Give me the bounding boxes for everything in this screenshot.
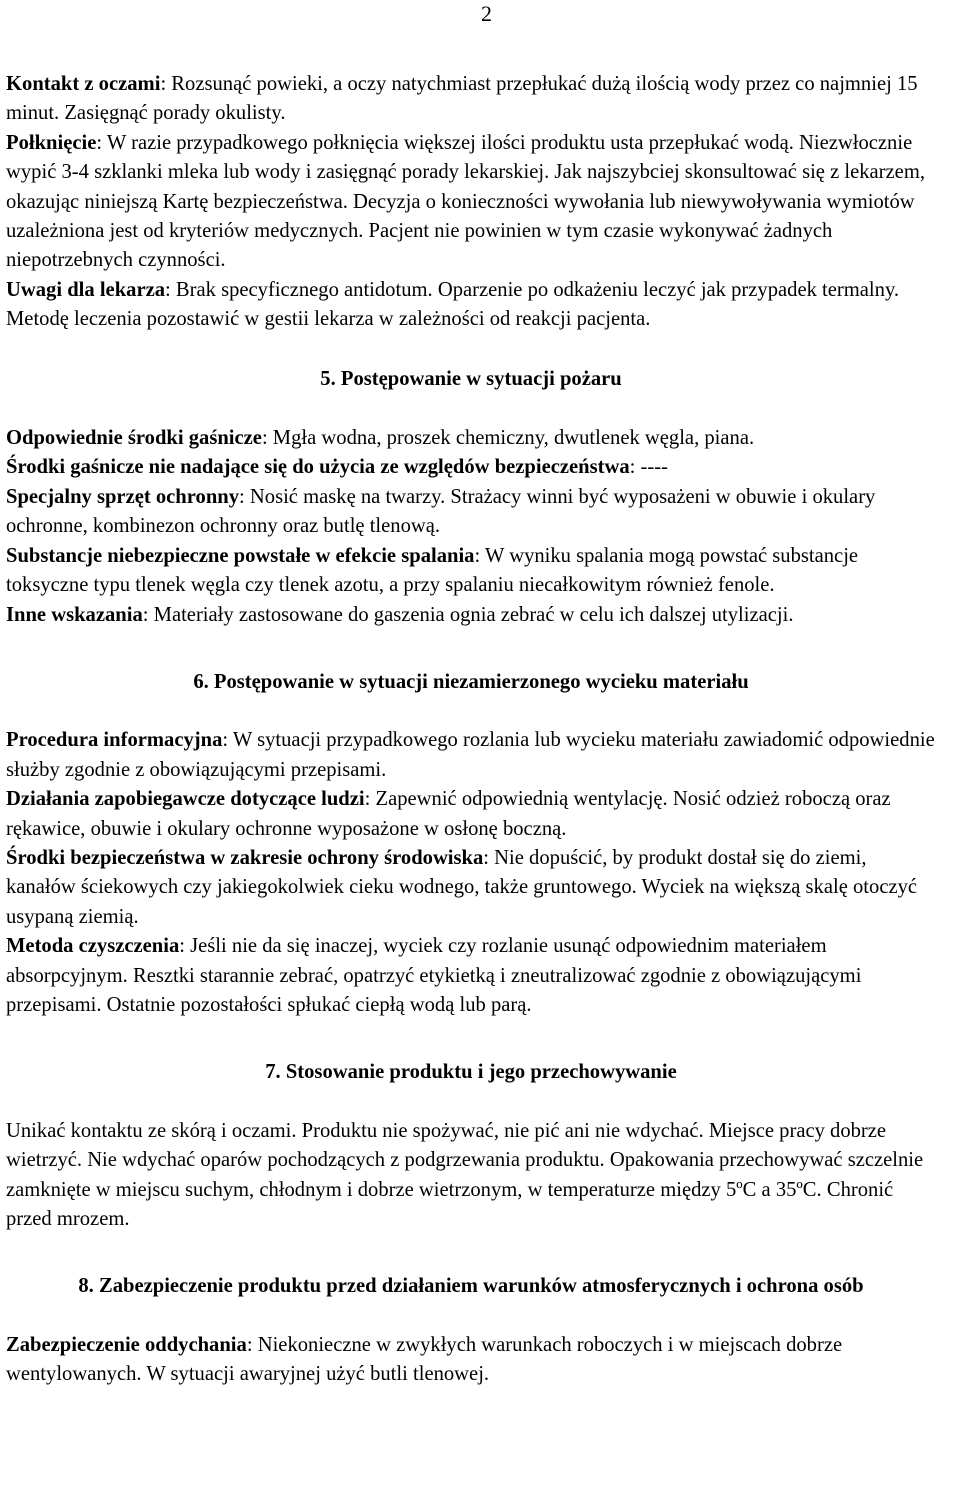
s7-handling-storage-text: Unikać kontaktu ze skórą i oczami. Produktu nie spożywać, nie pić ani nie wdychać. Miejsce pracy dobrze wietrzyć. Nie wdychać oparów pochodzących z podgrzewania produktu. Opakowania przechowywać szczelnie zamknięte w miejscu suchym, chłodnym i dobrze wietrzonym, w temperaturze między 5ºC a 35ºC. Chronić przed mrozem.: [6, 1119, 924, 1230]
s5-protective-equipment: [6, 483, 936, 542]
s5-text: : Mgła wodna, proszek chemiczny, dwutlenek węgla, piana.: [261, 427, 755, 450]
s6-environmental-precautions: [6, 844, 936, 932]
s5-label: Środki gaśnicze nie nadające się do użycia ze względów bezpieczeństwa: [6, 456, 630, 479]
s6-label: Działania zapobiegawcze dotyczące ludzi: [6, 788, 365, 811]
text-ingestion: : W razie przypadkowego połknięcia większej ilości produktu usta przepłukać wodą. Niezwłocznie wypić 3-4 szklanki mleka lub wody i zasięgnąć porady lekarskiej. Jak najszybciej skonsultować się z lekarzem, okazując niniejszą Kartę bezpieczeństwa. Decyzja o konieczności wywołania lub niewywoływania wymiotów uzależniona jest od kryteriów medycznych. Pacjent nie powinien w tym czasie wykonywać żadnych niepotrzebnych czynności.: [6, 131, 925, 272]
s6-personal-precautions: [6, 785, 936, 844]
section-6-heading: 6. Postępowanie w sytuacji niezamierzonego wycieku materiału: [193, 670, 749, 693]
s6-cleaning-method: [6, 932, 936, 1020]
s5-text: : ----: [629, 456, 668, 479]
s6-text: : W sytuacji przypadkowego rozlania lub wycieku materiału zawiadomić odpowiednie służby zgodnie z obowiązującymi przepisami.: [6, 729, 935, 781]
s5-text: : Nosić maskę na twarzy. Strażacy winni być wyposażeni w obuwie i okulary ochronne, kombinezon ochronny oraz butlę tlenową.: [6, 485, 876, 538]
s5-unsuitable-media: [6, 453, 936, 482]
s6-information-procedure: [6, 726, 936, 785]
s5-label: Inne wskazania: [6, 603, 143, 626]
first-aid-ingestion: [6, 129, 936, 276]
s5-other-guidance: [6, 601, 936, 630]
first-aid-eyes: [6, 70, 936, 129]
document-body: [6, 70, 936, 1390]
s5-extinguishing-media: [6, 424, 936, 453]
s6-label: Metoda czyszczenia: [6, 935, 180, 958]
section-5-heading: 5. Postępowanie w sytuacji pożaru: [320, 367, 622, 390]
section-8-heading: 8. Zabezpieczenie produktu przed działaniem warunków atmosferycznych i ochrona osób: [78, 1275, 864, 1298]
s8-label: Zabezpieczenie oddychania: [6, 1333, 247, 1356]
label-ingestion: Połknięcie: [6, 131, 97, 154]
label-doctor-notes: Uwagi dla lekarza: [6, 278, 166, 301]
label-eye-contact: Kontakt z oczami: [6, 73, 161, 95]
s6-text: : Jeśli nie da się inaczej, wyciek czy rozlanie usunąć odpowiednim materiałem absorpcyjnym. Resztki starannie zebrać, opatrzyć etykietką i zneutralizować zgodnie z obowiązującymi przepisami. Ostatnie pozostałości spłukać ciepłą wodą lub parą.: [6, 935, 862, 1016]
s5-combustion-products: [6, 542, 936, 601]
s5-text: : W wyniku spalania mogą powstać substancje toksyczne typu tlenek węgla czy tlenek azotu, a przy spalaniu niecałkowitym również fenole.: [6, 544, 859, 597]
s8-respiratory-protection: [6, 1331, 936, 1390]
text-eye-contact: : Rozsunąć powieki, a oczy natychmiast przepłukać dużą ilością wody przez co najmniej 15 minut. Zasięgnąć porady okulisty.: [6, 73, 918, 125]
s5-label: Specjalny sprzęt ochronny: [6, 485, 240, 508]
s8-text: : Niekonieczne w zwykłych warunkach roboczych i w miejscach dobrze wentylowanych. W sytuacji awaryjnej użyć butli tlenowej.: [6, 1333, 843, 1386]
section-7-heading: 7. Stosowanie produktu i jego przechowywanie: [265, 1061, 677, 1084]
s6-text: : Zapewnić odpowiednią wentylację. Nosić odzież roboczą oraz rękawice, obuwie i okulary ochronne wyposażone w osłonę boczną.: [6, 788, 891, 840]
s6-label: Procedura informacyjna: [6, 729, 223, 752]
s5-text: : Materiały zastosowane do gaszenia ognia zebrać w celu ich dalszej utylizacji.: [142, 603, 794, 626]
s5-label: Substancje niebezpieczne powstałe w efekcie spalania: [6, 544, 475, 567]
s6-label: Środki bezpieczeństwa w zakresie ochrony środowiska: [6, 846, 484, 869]
text-doctor-notes: : Brak specyficznego antidotum. Oparzenie po odkażeniu leczyć jak przypadek termalny. Metodę leczenia pozostawić w gestii lekarza w zależności od reakcji pacjenta.: [6, 278, 900, 331]
first-aid-doctor-notes: [6, 276, 936, 335]
s6-text: : Nie dopuścić, by produkt dostał się do ziemi, kanałów ściekowych czy jakiegokolwiek cieku wodnego, także gruntowego. Wyciek na większą skalę otoczyć usypaną ziemią.: [6, 846, 918, 928]
s5-label: Odpowiednie środki gaśnicze: [6, 427, 262, 450]
page-number: 2: [481, 1, 492, 26]
